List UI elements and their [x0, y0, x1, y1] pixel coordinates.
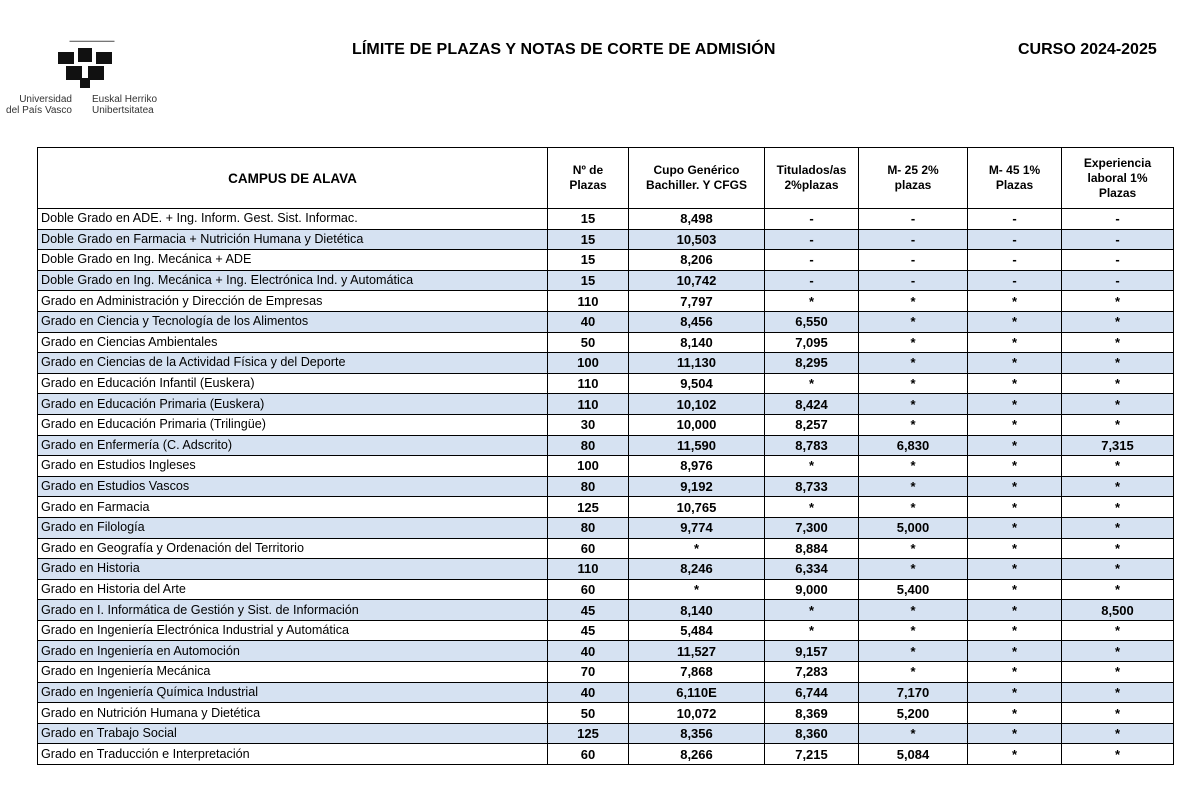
cell-m25: - — [859, 250, 968, 271]
cell-cupo: 10,765 — [629, 497, 765, 518]
cell-plazas: 110 — [548, 559, 629, 580]
header-line: laboral 1% — [1087, 170, 1148, 185]
cell-m45: * — [968, 291, 1062, 312]
cell-m45: - — [968, 250, 1062, 271]
cell-m45: * — [968, 414, 1062, 435]
cell-titulados: * — [765, 497, 859, 518]
university-name-eu-line: Euskal Herriko — [92, 94, 158, 105]
cell-m45: - — [968, 229, 1062, 250]
cell-plazas: 110 — [548, 394, 629, 415]
cell-cupo: * — [629, 579, 765, 600]
cell-titulados: 7,095 — [765, 332, 859, 353]
cell-cupo: 6,110E — [629, 682, 765, 703]
cell-titulados: 8,884 — [765, 538, 859, 559]
cell-m45: * — [968, 559, 1062, 580]
cell-m45: * — [968, 579, 1062, 600]
cell-m25: - — [859, 229, 968, 250]
cell-degree: Grado en Geografía y Ordenación del Territorio — [38, 538, 548, 559]
column-header-plazas — [548, 148, 629, 209]
cell-m45: * — [968, 435, 1062, 456]
cell-plazas: 70 — [548, 662, 629, 683]
cell-degree: Grado en Educación Primaria (Trilingüe) — [38, 414, 548, 435]
table-row — [38, 250, 1174, 271]
cell-degree: Grado en Filología — [38, 517, 548, 538]
cell-plazas: 40 — [548, 311, 629, 332]
cell-plazas: 40 — [548, 641, 629, 662]
cell-m25: * — [859, 538, 968, 559]
cell-exp: * — [1062, 620, 1174, 641]
cell-degree: Grado en Historia del Arte — [38, 579, 548, 600]
table-row — [38, 662, 1174, 683]
cell-degree: Doble Grado en Farmacia + Nutrición Humana y Dietética — [38, 229, 548, 250]
cell-m45: * — [968, 641, 1062, 662]
university-name-es-line: Universidad — [19, 94, 72, 105]
column-header-campus: CAMPUS DE ALAVA — [38, 148, 548, 209]
table-row — [38, 703, 1174, 724]
cell-degree: Grado en Educación Infantil (Euskera) — [38, 373, 548, 394]
cell-m45: * — [968, 703, 1062, 724]
table-row — [38, 332, 1174, 353]
cell-cupo: 8,140 — [629, 600, 765, 621]
cell-cupo: 9,504 — [629, 373, 765, 394]
header-line: 2%plazas — [784, 178, 839, 192]
cell-exp: * — [1062, 703, 1174, 724]
cell-cupo: 8,456 — [629, 311, 765, 332]
cell-titulados: 6,550 — [765, 311, 859, 332]
table-row — [38, 373, 1174, 394]
cell-degree: Grado en Ciencias Ambientales — [38, 332, 548, 353]
cell-plazas: 60 — [548, 538, 629, 559]
cell-m45: * — [968, 311, 1062, 332]
cell-m25: * — [859, 394, 968, 415]
table-row — [38, 476, 1174, 497]
cell-cupo: 10,742 — [629, 270, 765, 291]
cell-degree: Grado en Ciencias de la Actividad Física y del Deporte — [38, 353, 548, 374]
cell-exp: * — [1062, 311, 1174, 332]
cell-titulados: 6,744 — [765, 682, 859, 703]
table-row — [38, 209, 1174, 230]
cell-cupo: 8,206 — [629, 250, 765, 271]
cell-plazas: 45 — [548, 600, 629, 621]
university-name-es — [2, 94, 72, 116]
cell-m25: * — [859, 641, 968, 662]
cell-titulados: 8,369 — [765, 703, 859, 724]
cell-degree: Grado en I. Informática de Gestión y Sist. de Información — [38, 600, 548, 621]
cell-exp: * — [1062, 517, 1174, 538]
cell-exp: * — [1062, 641, 1174, 662]
column-header-experiencia — [1062, 148, 1174, 209]
header-line: Titulados/as — [776, 163, 847, 177]
cell-degree: Grado en Ciencia y Tecnología de los Alimentos — [38, 311, 548, 332]
cell-m45: * — [968, 394, 1062, 415]
table-row — [38, 517, 1174, 538]
cell-degree: Grado en Administración y Dirección de Empresas — [38, 291, 548, 312]
table-row — [38, 394, 1174, 415]
table-row — [38, 600, 1174, 621]
cell-exp: - — [1062, 270, 1174, 291]
cell-degree: Grado en Traducción e Interpretación — [38, 744, 548, 765]
cell-titulados: 9,000 — [765, 579, 859, 600]
cell-exp: * — [1062, 497, 1174, 518]
cell-exp: * — [1062, 538, 1174, 559]
header-line: Plazas — [1098, 185, 1137, 200]
cell-m25: 5,000 — [859, 517, 968, 538]
cell-cupo: 7,868 — [629, 662, 765, 683]
cell-plazas: 15 — [548, 250, 629, 271]
cell-plazas: 125 — [548, 497, 629, 518]
header-line: Experiencia — [1083, 155, 1152, 170]
cell-m45: * — [968, 662, 1062, 683]
cell-titulados: 6,334 — [765, 559, 859, 580]
cell-plazas: 125 — [548, 723, 629, 744]
cell-degree: Grado en Farmacia — [38, 497, 548, 518]
table-row — [38, 291, 1174, 312]
cell-plazas: 100 — [548, 353, 629, 374]
cell-degree: Doble Grado en Ing. Mecánica + Ing. Electrónica Ind. y Automática — [38, 270, 548, 291]
column-header-titulados — [765, 148, 859, 209]
cell-cupo: 8,266 — [629, 744, 765, 765]
cell-degree: Grado en Estudios Ingleses — [38, 456, 548, 477]
cell-degree: Doble Grado en Ing. Mecánica + ADE — [38, 250, 548, 271]
cell-m25: * — [859, 620, 968, 641]
cell-plazas: 45 — [548, 620, 629, 641]
cell-plazas: 15 — [548, 229, 629, 250]
motto-text — [62, 40, 122, 43]
cell-degree: Grado en Ingeniería Mecánica — [38, 662, 548, 683]
cell-plazas: 50 — [548, 703, 629, 724]
cell-m45: * — [968, 456, 1062, 477]
cell-cupo: 8,976 — [629, 456, 765, 477]
cell-cupo: 11,590 — [629, 435, 765, 456]
cell-cupo: 7,797 — [629, 291, 765, 312]
cell-m25: * — [859, 353, 968, 374]
cell-exp: * — [1062, 559, 1174, 580]
header-line: M- 45 1% — [988, 163, 1041, 177]
cell-titulados: * — [765, 456, 859, 477]
cell-cupo: 9,774 — [629, 517, 765, 538]
cell-m25: 6,830 — [859, 435, 968, 456]
cell-exp: - — [1062, 209, 1174, 230]
cell-plazas: 40 — [548, 682, 629, 703]
cell-titulados: * — [765, 620, 859, 641]
university-name-eu — [92, 94, 157, 116]
cell-titulados: * — [765, 291, 859, 312]
cell-m25: * — [859, 559, 968, 580]
cell-m45: * — [968, 353, 1062, 374]
cell-titulados: 7,283 — [765, 662, 859, 683]
cell-titulados: 8,257 — [765, 414, 859, 435]
cell-cupo: 8,356 — [629, 723, 765, 744]
cell-exp: * — [1062, 332, 1174, 353]
cell-m45: * — [968, 723, 1062, 744]
cell-degree: Doble Grado en ADE. + Ing. Inform. Gest. Sist. Informac. — [38, 209, 548, 230]
table-row — [38, 497, 1174, 518]
cell-m25: * — [859, 600, 968, 621]
cell-m45: * — [968, 600, 1062, 621]
header-line: Plazas — [995, 178, 1034, 192]
cell-titulados: 7,300 — [765, 517, 859, 538]
cell-m25: * — [859, 414, 968, 435]
cell-m25: * — [859, 311, 968, 332]
table-row — [38, 414, 1174, 435]
cell-m45: * — [968, 682, 1062, 703]
university-name-es-line: del País Vasco — [6, 105, 72, 116]
cell-m25: 5,084 — [859, 744, 968, 765]
cell-exp: * — [1062, 682, 1174, 703]
cell-m45: * — [968, 497, 1062, 518]
cell-m45: - — [968, 209, 1062, 230]
table-row — [38, 744, 1174, 765]
cell-exp: - — [1062, 250, 1174, 271]
cell-cupo: 10,072 — [629, 703, 765, 724]
university-name-eu-line: Unibertsitatea — [92, 105, 154, 116]
cell-exp: * — [1062, 476, 1174, 497]
cell-m25: 5,200 — [859, 703, 968, 724]
cell-cupo: 5,484 — [629, 620, 765, 641]
table-row — [38, 229, 1174, 250]
cell-plazas: 80 — [548, 517, 629, 538]
table-row — [38, 682, 1174, 703]
header-line: plazas — [894, 178, 932, 192]
cell-titulados: 9,157 — [765, 641, 859, 662]
cell-titulados: 7,215 — [765, 744, 859, 765]
course-year: CURSO 2024-2025 — [1018, 41, 1157, 58]
header-line: Bachiller. Y CFGS — [646, 178, 747, 192]
cell-exp: * — [1062, 723, 1174, 744]
cell-degree: Grado en Estudios Vascos — [38, 476, 548, 497]
table-row — [38, 723, 1174, 744]
table-row — [38, 641, 1174, 662]
cell-cupo: * — [629, 538, 765, 559]
cell-cupo: 10,000 — [629, 414, 765, 435]
column-header-m45 — [968, 148, 1062, 209]
cell-m25: * — [859, 723, 968, 744]
cell-titulados: * — [765, 600, 859, 621]
cell-degree: Grado en Trabajo Social — [38, 723, 548, 744]
cell-m25: * — [859, 291, 968, 312]
table-header-row — [38, 148, 1174, 209]
cell-exp: * — [1062, 456, 1174, 477]
cell-titulados: - — [765, 270, 859, 291]
cell-degree: Grado en Ingeniería Electrónica Industrial y Automática — [38, 620, 548, 641]
cell-cupo: 10,102 — [629, 394, 765, 415]
table-row — [38, 456, 1174, 477]
header-line: M- 25 2% — [887, 163, 939, 177]
cell-m25: * — [859, 332, 968, 353]
cell-titulados: - — [765, 250, 859, 271]
table-row — [38, 620, 1174, 641]
cell-m25: * — [859, 497, 968, 518]
cell-m45: * — [968, 373, 1062, 394]
cell-degree: Grado en Enfermería (C. Adscrito) — [38, 435, 548, 456]
cell-plazas: 80 — [548, 435, 629, 456]
cell-plazas: 15 — [548, 270, 629, 291]
cell-plazas: 15 — [548, 209, 629, 230]
cell-plazas: 100 — [548, 456, 629, 477]
cell-titulados: - — [765, 209, 859, 230]
table-row — [38, 353, 1174, 374]
table-row — [38, 559, 1174, 580]
cell-titulados: 8,360 — [765, 723, 859, 744]
cell-plazas: 30 — [548, 414, 629, 435]
header-line: Plazas — [569, 178, 607, 192]
cell-titulados: - — [765, 229, 859, 250]
cell-plazas: 110 — [548, 373, 629, 394]
cell-exp: * — [1062, 291, 1174, 312]
table-body — [38, 209, 1174, 765]
cell-degree: Grado en Historia — [38, 559, 548, 580]
cell-degree: Grado en Ingeniería en Automoción — [38, 641, 548, 662]
cell-cupo: 8,498 — [629, 209, 765, 230]
table-row — [38, 579, 1174, 600]
cell-m25: 7,170 — [859, 682, 968, 703]
cell-m25: 5,400 — [859, 579, 968, 600]
cell-exp: * — [1062, 744, 1174, 765]
cell-exp: 8,500 — [1062, 600, 1174, 621]
column-header-cupo — [629, 148, 765, 209]
cell-cupo: 9,192 — [629, 476, 765, 497]
cell-exp: - — [1062, 229, 1174, 250]
cell-cupo: 11,130 — [629, 353, 765, 374]
page-title: LÍMITE DE PLAZAS Y NOTAS DE CORTE DE ADMISIÓN — [352, 41, 776, 58]
cell-m25: - — [859, 209, 968, 230]
cell-cupo: 8,140 — [629, 332, 765, 353]
cell-m45: * — [968, 517, 1062, 538]
cell-titulados: 8,733 — [765, 476, 859, 497]
cell-exp: 7,315 — [1062, 435, 1174, 456]
cell-m25: * — [859, 476, 968, 497]
cell-exp: * — [1062, 414, 1174, 435]
cell-plazas: 50 — [548, 332, 629, 353]
cell-plazas: 80 — [548, 476, 629, 497]
column-header-m25 — [859, 148, 968, 209]
cell-degree: Grado en Ingeniería Química Industrial — [38, 682, 548, 703]
cell-m45: * — [968, 538, 1062, 559]
cell-m25: * — [859, 662, 968, 683]
cell-exp: * — [1062, 662, 1174, 683]
cell-m45: * — [968, 476, 1062, 497]
cell-degree: Grado en Nutrición Humana y Dietética — [38, 703, 548, 724]
header-line: Nº de — [572, 163, 604, 177]
cell-m25: * — [859, 456, 968, 477]
cell-plazas: 110 — [548, 291, 629, 312]
table-row — [38, 311, 1174, 332]
cell-exp: * — [1062, 353, 1174, 374]
cell-m45: - — [968, 270, 1062, 291]
cell-cupo: 8,246 — [629, 559, 765, 580]
cell-titulados: 8,424 — [765, 394, 859, 415]
table-row — [38, 538, 1174, 559]
cell-exp: * — [1062, 579, 1174, 600]
table-row — [38, 435, 1174, 456]
cell-exp: * — [1062, 394, 1174, 415]
admission-table — [37, 147, 1174, 765]
cell-cupo: 11,527 — [629, 641, 765, 662]
tree-emblem-icon — [52, 46, 118, 90]
cell-m45: * — [968, 744, 1062, 765]
cell-cupo: 10,503 — [629, 229, 765, 250]
cell-titulados: 8,295 — [765, 353, 859, 374]
cell-titulados: 8,783 — [765, 435, 859, 456]
cell-exp: * — [1062, 373, 1174, 394]
cell-degree: Grado en Educación Primaria (Euskera) — [38, 394, 548, 415]
cell-m25: * — [859, 373, 968, 394]
cell-m25: - — [859, 270, 968, 291]
cell-plazas: 60 — [548, 579, 629, 600]
cell-plazas: 60 — [548, 744, 629, 765]
cell-m45: * — [968, 620, 1062, 641]
header-line: Cupo Genérico — [653, 163, 740, 177]
table-row — [38, 270, 1174, 291]
university-logo — [0, 38, 180, 120]
cell-titulados: * — [765, 373, 859, 394]
cell-m45: * — [968, 332, 1062, 353]
